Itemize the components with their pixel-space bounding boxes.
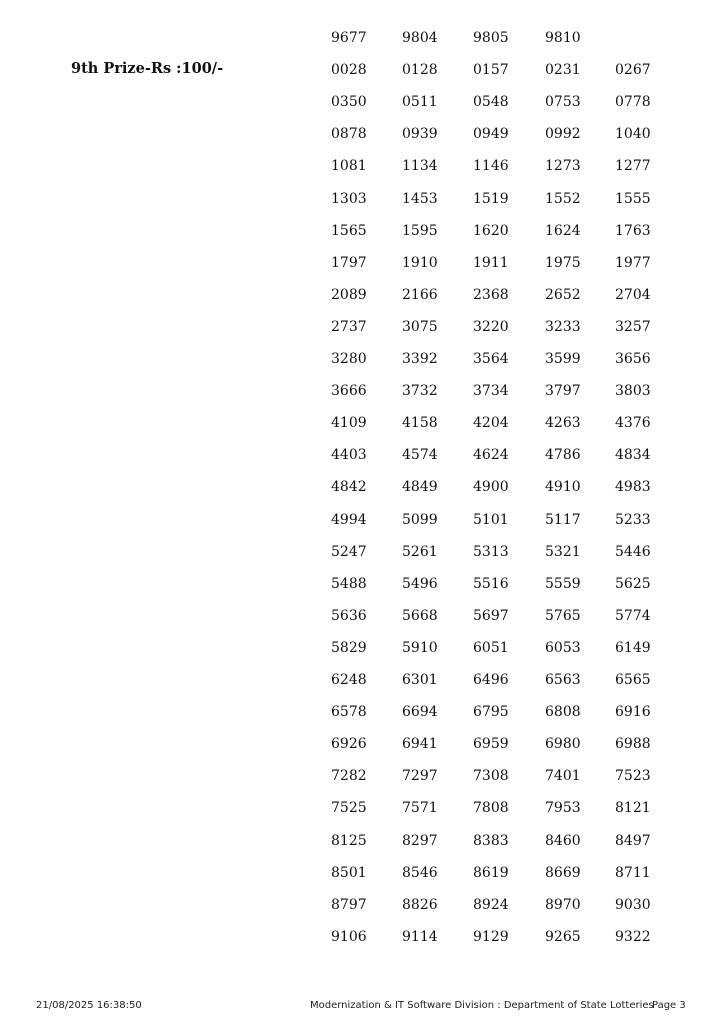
ticket-number: 7523 bbox=[615, 768, 651, 784]
ticket-number: 7571 bbox=[402, 800, 438, 816]
ticket-number: 6563 bbox=[545, 672, 581, 688]
ticket-number: 9030 bbox=[615, 897, 651, 913]
ticket-number: 3257 bbox=[615, 319, 651, 335]
ticket-number: 8383 bbox=[473, 833, 509, 849]
ticket-number: 8826 bbox=[402, 897, 438, 913]
ticket-number: 2704 bbox=[615, 287, 651, 303]
ticket-number: 4983 bbox=[615, 479, 651, 495]
ticket-number: 6053 bbox=[545, 640, 581, 656]
ticket-number: 7308 bbox=[473, 768, 509, 784]
prize-heading: 9th Prize-Rs :100/- bbox=[71, 60, 224, 77]
ticket-number: 7953 bbox=[545, 800, 581, 816]
ticket-number: 3392 bbox=[402, 351, 438, 367]
ticket-number: 1555 bbox=[615, 191, 651, 207]
ticket-number: 5233 bbox=[615, 512, 651, 528]
ticket-number: 2737 bbox=[331, 319, 367, 335]
ticket-number: 2652 bbox=[545, 287, 581, 303]
ticket-number: 0939 bbox=[402, 126, 438, 142]
ticket-number: 6248 bbox=[331, 672, 367, 688]
ticket-number: 4158 bbox=[402, 415, 438, 431]
ticket-number: 0028 bbox=[331, 62, 367, 78]
ticket-number: 8669 bbox=[545, 865, 581, 881]
ticket-number: 1519 bbox=[473, 191, 509, 207]
ticket-number: 6496 bbox=[473, 672, 509, 688]
ticket-number: 9804 bbox=[402, 30, 438, 46]
ticket-number: 1040 bbox=[615, 126, 651, 142]
ticket-number: 8297 bbox=[402, 833, 438, 849]
ticket-number: 5910 bbox=[402, 640, 438, 656]
ticket-number: 9322 bbox=[615, 929, 651, 945]
ticket-number: 6808 bbox=[545, 704, 581, 720]
ticket-number: 5247 bbox=[331, 544, 367, 560]
ticket-number: 0548 bbox=[473, 94, 509, 110]
ticket-number: 0128 bbox=[402, 62, 438, 78]
ticket-number: 1453 bbox=[402, 191, 438, 207]
ticket-number: 9677 bbox=[331, 30, 367, 46]
ticket-number: 6051 bbox=[473, 640, 509, 656]
ticket-number: 8924 bbox=[473, 897, 509, 913]
ticket-number: 9265 bbox=[545, 929, 581, 945]
ticket-number: 5488 bbox=[331, 576, 367, 592]
ticket-number: 4204 bbox=[473, 415, 509, 431]
ticket-number: 6980 bbox=[545, 736, 581, 752]
ticket-number: 1975 bbox=[545, 255, 581, 271]
ticket-number: 9129 bbox=[473, 929, 509, 945]
ticket-number: 5765 bbox=[545, 608, 581, 624]
ticket-number: 1977 bbox=[615, 255, 651, 271]
ticket-number: 5559 bbox=[545, 576, 581, 592]
ticket-number: 7401 bbox=[545, 768, 581, 784]
ticket-number: 4994 bbox=[331, 512, 367, 528]
ticket-number: 8497 bbox=[615, 833, 651, 849]
ticket-number: 1797 bbox=[331, 255, 367, 271]
ticket-number: 3797 bbox=[545, 383, 581, 399]
ticket-number: 6578 bbox=[331, 704, 367, 720]
ticket-number: 1134 bbox=[402, 158, 438, 174]
ticket-number: 4900 bbox=[473, 479, 509, 495]
ticket-number: 3803 bbox=[615, 383, 651, 399]
ticket-number: 1552 bbox=[545, 191, 581, 207]
ticket-number: 0157 bbox=[473, 62, 509, 78]
ticket-number: 5829 bbox=[331, 640, 367, 656]
ticket-number: 1273 bbox=[545, 158, 581, 174]
ticket-number: 4842 bbox=[331, 479, 367, 495]
ticket-number: 3666 bbox=[331, 383, 367, 399]
ticket-number: 2089 bbox=[331, 287, 367, 303]
ticket-number: 9114 bbox=[402, 929, 438, 945]
ticket-number: 5496 bbox=[402, 576, 438, 592]
ticket-number: 7808 bbox=[473, 800, 509, 816]
ticket-number: 0949 bbox=[473, 126, 509, 142]
ticket-number: 1081 bbox=[331, 158, 367, 174]
ticket-number: 0778 bbox=[615, 94, 651, 110]
ticket-number: 4786 bbox=[545, 447, 581, 463]
footer-timestamp: 21/08/2025 16:38:50 bbox=[36, 1000, 142, 1011]
ticket-number: 0511 bbox=[402, 94, 438, 110]
ticket-number: 7297 bbox=[402, 768, 438, 784]
ticket-number: 0267 bbox=[615, 62, 651, 78]
ticket-number: 5099 bbox=[402, 512, 438, 528]
ticket-number: 3280 bbox=[331, 351, 367, 367]
ticket-number: 4624 bbox=[473, 447, 509, 463]
ticket-number: 5313 bbox=[473, 544, 509, 560]
ticket-number: 6959 bbox=[473, 736, 509, 752]
ticket-number: 1277 bbox=[615, 158, 651, 174]
ticket-number: 6565 bbox=[615, 672, 651, 688]
ticket-number: 6149 bbox=[615, 640, 651, 656]
ticket-number: 0350 bbox=[331, 94, 367, 110]
ticket-number: 2368 bbox=[473, 287, 509, 303]
ticket-number: 8970 bbox=[545, 897, 581, 913]
ticket-number: 1620 bbox=[473, 223, 509, 239]
ticket-number: 6795 bbox=[473, 704, 509, 720]
ticket-number: 8797 bbox=[331, 897, 367, 913]
ticket-number: 4263 bbox=[545, 415, 581, 431]
ticket-number: 1146 bbox=[473, 158, 509, 174]
ticket-number: 4849 bbox=[402, 479, 438, 495]
ticket-number: 7525 bbox=[331, 800, 367, 816]
ticket-number: 8121 bbox=[615, 800, 651, 816]
ticket-number: 5261 bbox=[402, 544, 438, 560]
ticket-number: 3656 bbox=[615, 351, 651, 367]
ticket-number: 5668 bbox=[402, 608, 438, 624]
ticket-number: 1763 bbox=[615, 223, 651, 239]
ticket-number: 5625 bbox=[615, 576, 651, 592]
ticket-number: 1565 bbox=[331, 223, 367, 239]
ticket-number: 8460 bbox=[545, 833, 581, 849]
ticket-number: 3564 bbox=[473, 351, 509, 367]
ticket-number: 8501 bbox=[331, 865, 367, 881]
ticket-number: 5774 bbox=[615, 608, 651, 624]
ticket-number: 1911 bbox=[473, 255, 509, 271]
ticket-number: 3599 bbox=[545, 351, 581, 367]
ticket-number: 6926 bbox=[331, 736, 367, 752]
ticket-number: 7282 bbox=[331, 768, 367, 784]
ticket-number: 8125 bbox=[331, 833, 367, 849]
ticket-number: 6916 bbox=[615, 704, 651, 720]
ticket-number: 9805 bbox=[473, 30, 509, 46]
ticket-number: 6988 bbox=[615, 736, 651, 752]
ticket-number: 6301 bbox=[402, 672, 438, 688]
ticket-number: 0753 bbox=[545, 94, 581, 110]
ticket-number: 8546 bbox=[402, 865, 438, 881]
ticket-number: 4574 bbox=[402, 447, 438, 463]
ticket-number: 9106 bbox=[331, 929, 367, 945]
ticket-number: 0231 bbox=[545, 62, 581, 78]
ticket-number: 4109 bbox=[331, 415, 367, 431]
ticket-number: 3220 bbox=[473, 319, 509, 335]
ticket-number: 3233 bbox=[545, 319, 581, 335]
ticket-number: 1595 bbox=[402, 223, 438, 239]
ticket-number: 6941 bbox=[402, 736, 438, 752]
ticket-number: 3732 bbox=[402, 383, 438, 399]
ticket-number: 5516 bbox=[473, 576, 509, 592]
ticket-number: 3734 bbox=[473, 383, 509, 399]
ticket-number: 4910 bbox=[545, 479, 581, 495]
ticket-number: 2166 bbox=[402, 287, 438, 303]
ticket-number: 8711 bbox=[615, 865, 651, 881]
ticket-number: 0878 bbox=[331, 126, 367, 142]
ticket-number: 3075 bbox=[402, 319, 438, 335]
ticket-number: 4403 bbox=[331, 447, 367, 463]
ticket-number: 9810 bbox=[545, 30, 581, 46]
ticket-number: 8619 bbox=[473, 865, 509, 881]
ticket-number: 1910 bbox=[402, 255, 438, 271]
ticket-number: 5117 bbox=[545, 512, 581, 528]
ticket-number: 0992 bbox=[545, 126, 581, 142]
ticket-number: 5321 bbox=[545, 544, 581, 560]
ticket-number: 6694 bbox=[402, 704, 438, 720]
ticket-number: 5697 bbox=[473, 608, 509, 624]
ticket-number: 1303 bbox=[331, 191, 367, 207]
ticket-number: 4834 bbox=[615, 447, 651, 463]
footer-page-number: Page 3 bbox=[652, 1000, 686, 1011]
ticket-number: 5446 bbox=[615, 544, 651, 560]
ticket-number: 1624 bbox=[545, 223, 581, 239]
ticket-number: 5636 bbox=[331, 608, 367, 624]
footer-department: Modernization & IT Software Division : Department of State Lotteries bbox=[310, 1000, 654, 1011]
ticket-number: 4376 bbox=[615, 415, 651, 431]
ticket-number: 5101 bbox=[473, 512, 509, 528]
